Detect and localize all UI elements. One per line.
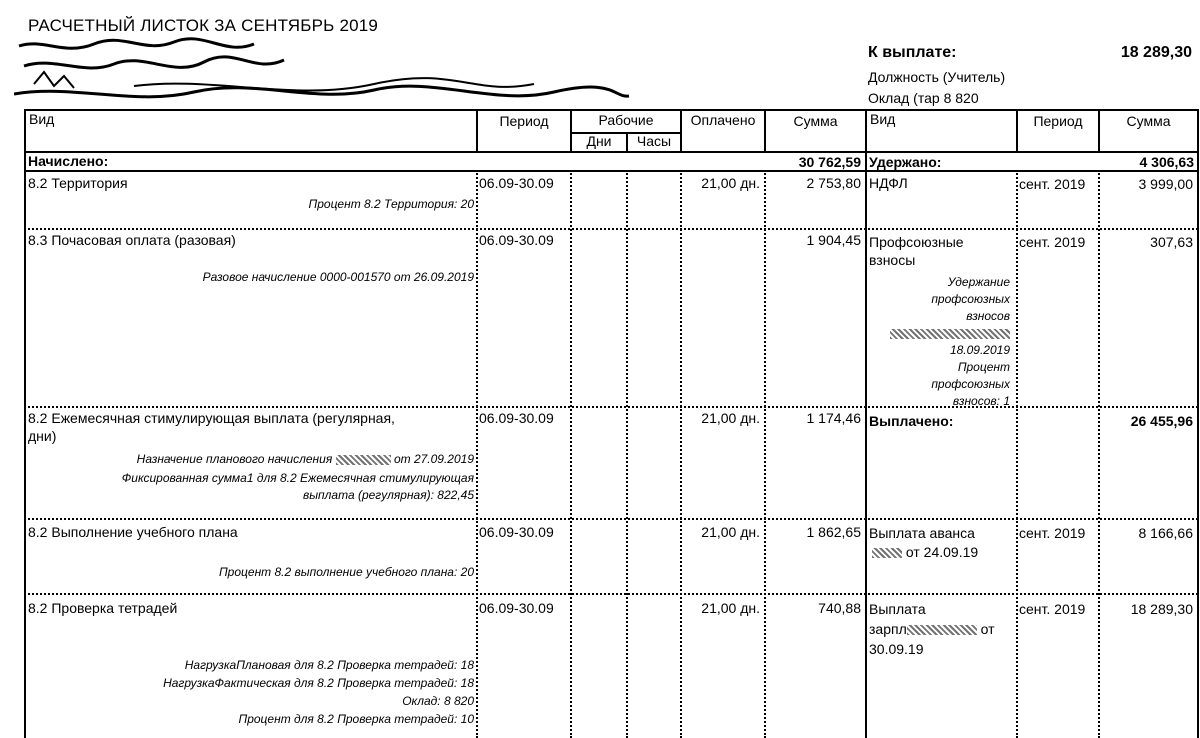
table-right-border <box>1197 109 1199 738</box>
row-note: Оклад: 8 820 <box>402 694 474 708</box>
col-header-working: Рабочие <box>598 112 654 128</box>
row-note: взносов <box>966 309 1010 323</box>
withheld-label: Удержано: <box>869 154 942 170</box>
row-note: профсоюзных <box>931 292 1010 306</box>
withheld-total: 4 306,63 <box>1139 154 1194 170</box>
row-period: 06.09-30.09 <box>479 410 554 426</box>
row-note: профсоюзных <box>931 377 1010 391</box>
row-note: Удержание <box>947 275 1010 289</box>
col-divider <box>680 170 682 738</box>
col-header-sum-right: Сумма <box>1126 113 1171 129</box>
row-period: 06.09-30.09 <box>479 524 554 540</box>
row-note: Процент 8.2 выполнение учебного плана: 20 <box>218 565 474 579</box>
row-name-text: зарпл <box>869 621 907 637</box>
row-name-text: от 24.09.19 <box>905 544 979 560</box>
row-sum: 18 289,30 <box>1130 601 1193 617</box>
row-sum: 1 904,45 <box>806 232 861 248</box>
row-paid: 21,00 дн. <box>701 410 760 426</box>
col-divider <box>476 170 478 738</box>
row-period: 06.09-30.09 <box>479 600 554 616</box>
paid-out-total: 26 455,96 <box>1130 413 1193 429</box>
payout-label: К выплате: <box>868 44 957 61</box>
row-name: 8.3 Почасовая оплата (разовая) <box>28 232 236 248</box>
row-note: Процент 8.2 Территория: 20 <box>308 197 474 211</box>
row-paid: 21,00 дн. <box>701 524 760 540</box>
row-note: НагрузкаФактическая для 8.2 Проверка тетрадей: 18 <box>163 676 474 690</box>
col-header-period-right: Период <box>1033 113 1083 129</box>
totals-bottom-border <box>24 170 1198 172</box>
row-name-line2 <box>872 544 978 561</box>
row-note: Процент <box>957 360 1010 374</box>
row-period: сент. 2019 <box>1019 525 1086 541</box>
header-bottom-border <box>24 151 1198 153</box>
section-divider <box>865 109 867 738</box>
redacted-mark <box>336 455 391 465</box>
col-header-paid: Оплачено <box>690 112 756 128</box>
paid-out-label: Выплачено: <box>869 413 954 429</box>
row-divider <box>24 593 1198 595</box>
row-period: сент. 2019 <box>1019 176 1086 192</box>
row-sum: 3 999,00 <box>1138 176 1193 192</box>
row-divider <box>24 228 1198 230</box>
row-name-line1: 8.2 Ежемесячная стимулирующая выплата (регулярная, <box>28 410 395 426</box>
row-name: 8.2 Проверка тетрадей <box>28 600 178 616</box>
salary-text: Оклад (тар 8 820 <box>868 90 979 106</box>
col-header-hours: Часы <box>636 133 672 149</box>
row-name-line1: Профсоюзные <box>869 234 964 250</box>
row-sum: 307,63 <box>1150 234 1193 250</box>
table-top-border <box>24 109 1198 111</box>
row-name-line2: дни) <box>28 428 57 444</box>
payout-value: 18 289,30 <box>1120 44 1192 61</box>
row-sum: 8 166,66 <box>1138 525 1193 541</box>
col-divider <box>1016 170 1018 738</box>
row-sum: 1 174,46 <box>806 410 861 426</box>
row-name-text: от <box>980 621 995 637</box>
table-left-border <box>24 109 26 738</box>
row-period: сент. 2019 <box>1019 601 1086 617</box>
row-name-line2: взносы <box>869 252 916 268</box>
col-header-sum: Сумма <box>793 113 838 129</box>
row-divider <box>24 406 1198 408</box>
row-note-text: Назначение планового начисления <box>136 452 333 466</box>
row-note: Процент для 8.2 Проверка тетрадей: 10 <box>238 712 474 726</box>
accrued-label: Начислено: <box>28 153 109 169</box>
row-name-line3: 30.09.19 <box>869 641 924 657</box>
row-note-text: от 27.09.2019 <box>393 452 474 466</box>
col-divider <box>1098 170 1100 738</box>
row-note: 18.09.2019 <box>949 343 1010 357</box>
row-sum: 740,88 <box>818 600 861 616</box>
redacted-mark <box>907 625 977 635</box>
row-name-line1: Выплата <box>869 601 926 617</box>
col-divider <box>764 170 766 738</box>
col-header-period: Период <box>499 113 549 129</box>
row-name-line2 <box>869 621 995 638</box>
redacted-name-scribble <box>14 36 634 110</box>
row-note: НагрузкаПлановая для 8.2 Проверка тетрадей: 18 <box>184 658 474 672</box>
col-header-days: Дни <box>586 133 612 149</box>
redacted-mark <box>890 329 1010 339</box>
col-header-vid-right: Вид <box>870 111 896 127</box>
row-note: Разовое начисление 0000-001570 от 26.09.2019 <box>202 270 474 284</box>
row-name: 8.2 Территория <box>28 175 128 191</box>
document-title: РАСЧЕТНЫЙ ЛИСТОК ЗА СЕНТЯБРЬ 2019 <box>28 16 379 35</box>
row-note: Фиксированная сумма1 для 8.2 Ежемесячная стимулирующая <box>121 471 474 485</box>
row-sum: 2 753,80 <box>806 175 861 191</box>
row-name-line1: Выплата аванса <box>869 525 975 541</box>
row-note <box>30 451 474 468</box>
row-paid: 21,00 дн. <box>701 600 760 616</box>
row-sum: 1 862,65 <box>806 524 861 540</box>
row-note <box>868 325 1010 342</box>
row-note: выплата (регулярная): 822,45 <box>302 488 474 502</box>
row-paid: 21,00 дн. <box>701 175 760 191</box>
row-divider <box>24 518 1198 520</box>
row-period: 06.09-30.09 <box>479 232 554 248</box>
row-name: НДФЛ <box>869 175 908 191</box>
position-text: Должность (Учитель) <box>868 69 1006 85</box>
col-divider <box>626 170 628 738</box>
col-header-vid: Вид <box>29 111 55 127</box>
row-period: сент. 2019 <box>1019 234 1086 250</box>
row-name: 8.2 Выполнение учебного плана <box>28 524 238 540</box>
col-divider <box>570 170 572 738</box>
row-period: 06.09-30.09 <box>479 175 554 191</box>
redacted-mark <box>872 548 902 558</box>
row-note: взносов: 1 <box>952 394 1010 408</box>
accrued-total: 30 762,59 <box>798 154 861 170</box>
